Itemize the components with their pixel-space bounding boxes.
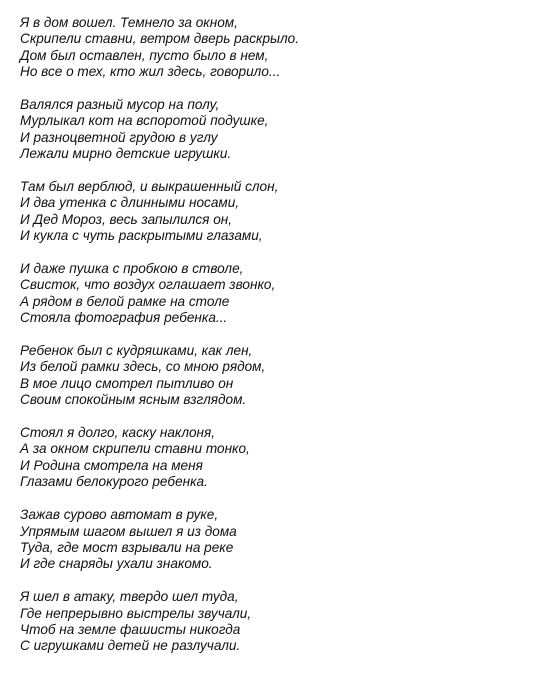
poem-line: Из белой рамки здесь, со мною рядом, [20, 359, 266, 375]
poem-line: Я в дом вошел. Темнело за окном, [20, 15, 238, 30]
poem-line: Зажав сурово автомат в руке, [20, 507, 219, 523]
poem-line: Глазами белокурого ребенка. [20, 474, 208, 490]
stanza-7 [20, 507, 535, 573]
poem-line: Лежали мирно детские игрушки. [20, 146, 232, 162]
poem-line: А за окном скрипели ставни тонко, [20, 441, 250, 457]
stanza-6 [20, 425, 535, 491]
poem-line: Ребенок был с кудряшками, как лен, [20, 343, 253, 359]
poem-line: И даже пушка с пробкою в стволе, [20, 261, 244, 277]
stanza-8 [20, 589, 535, 655]
poem-line: И два утенка с длинными носами, [20, 195, 240, 211]
stanza-1 [20, 15, 535, 81]
poem-line: Дом был оставлен, пусто было в нем, [20, 47, 269, 63]
poem-line: И где снаряды ухали знакомо. [20, 556, 213, 572]
stanza-4 [20, 261, 535, 327]
poem-line: В мое лицо смотрел пытливо он [20, 375, 234, 391]
poem-line: А рядом в белой рамке на столе [20, 293, 230, 309]
poem-line: И разноцветной грудою в углу [20, 129, 218, 145]
poem-line: Свисток, что воздух оглашает звонко, [20, 277, 276, 293]
stanza-5 [20, 343, 535, 409]
stanza-2 [20, 97, 535, 163]
poem-line: Но все о тех, кто жил здесь, говорило... [20, 64, 281, 80]
poem-line: И Дед Мороз, весь запылился он, [20, 211, 233, 227]
poem-line: И кукла с чуть раскрытыми глазами, [20, 228, 263, 244]
poem-line: Туда, где мост взрывали на реке [20, 539, 234, 555]
poem-line: Где непрерывно выстрелы звучали, [20, 605, 252, 621]
poem-line: Чтоб на земле фашисты никогда [20, 621, 241, 637]
poem-text [20, 15, 535, 655]
stanza-3 [20, 179, 535, 245]
poem-line: Стоял я долго, каску наклоня, [20, 425, 216, 441]
poem-line: Упрямым шагом вышел я из дома [20, 523, 237, 539]
poem-line: С игрушками детей не разлучали. [20, 638, 241, 654]
poem-line: Мурлыкал кот на вспоротой подушке, [20, 113, 269, 129]
poem-line: Скрипели ставни, ветром дверь раскрыло. [20, 31, 300, 47]
poem-line: Валялся разный мусор на полу, [20, 97, 220, 113]
poem-line: Стояла фотография ребенка... [20, 310, 228, 326]
poem-line: И Родина смотрела на меня [20, 457, 203, 473]
poem-line: Я шел в атаку, твердо шел туда, [20, 589, 239, 605]
poem-line: Своим спокойным ясным взглядом. [20, 392, 247, 408]
poem-line: Там был верблюд, и выкрашенный слон, [20, 179, 279, 195]
